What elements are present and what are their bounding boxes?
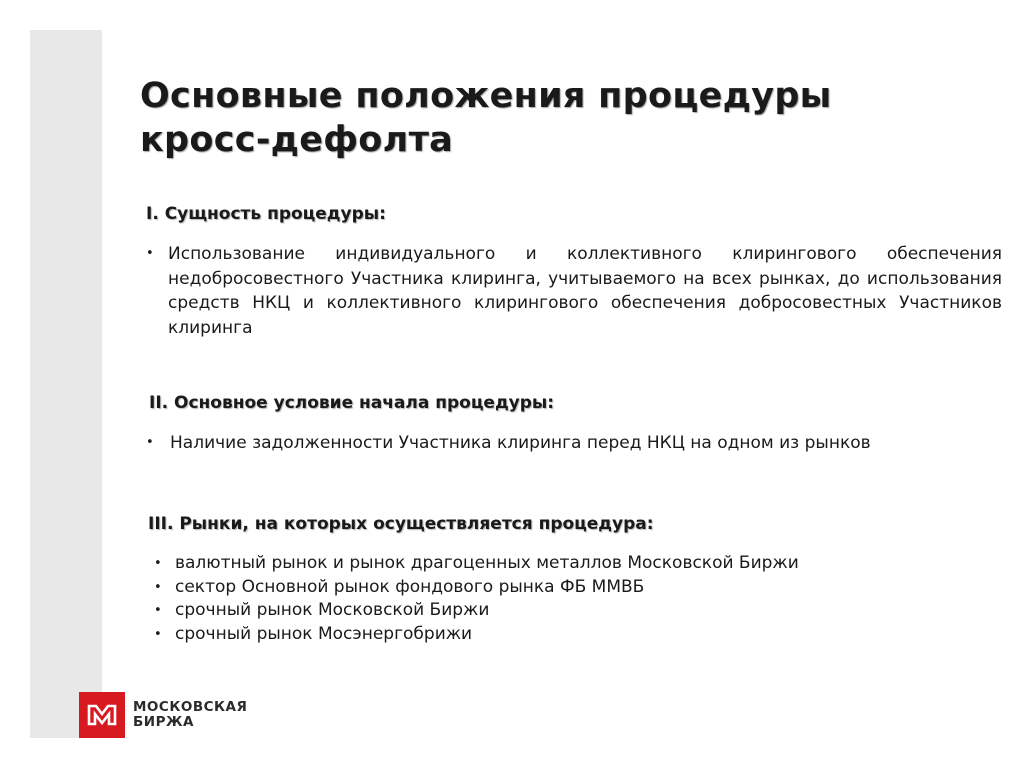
bullet-marker: • (154, 626, 162, 642)
list-item-text: сектор Основной рынок фондового рынка ФБ ММВБ (175, 576, 645, 597)
list-item (146, 431, 1005, 456)
bullet-marker: • (146, 246, 154, 261)
bullet-marker: • (154, 579, 162, 595)
bullet-marker: • (154, 603, 162, 618)
section-heading: III. Рынки, на которых осуществляется процедура: (148, 514, 654, 534)
logo-line-1: МОСКОВСКАЯ (133, 698, 248, 715)
section-essence (146, 203, 1002, 340)
section-heading: I. Сущность процедуры: (146, 204, 386, 224)
section-heading: II. Основное условие начала процедуры: (149, 393, 555, 413)
list-item-text: Наличие задолженности Участника клиринга перед НКЦ на одном из рынков (170, 433, 871, 453)
list-item (146, 242, 1002, 340)
bullet-list (146, 242, 1002, 340)
bullet-list (154, 552, 1004, 646)
section-start-condition (146, 392, 1005, 456)
moex-logo (79, 691, 247, 738)
bullet-marker: • (146, 435, 154, 450)
slide-title: Основные положения процедуры кросс-дефолта (140, 76, 832, 160)
section-markets (148, 513, 1004, 646)
list-item-text: валютный рынок и рынок драгоценных металлов Московской Биржи (175, 553, 799, 573)
bullet-list (146, 431, 1005, 456)
list-item (154, 599, 1004, 623)
list-item-text: срочный рынок Московской Биржи (175, 600, 490, 620)
list-item (154, 552, 1004, 576)
list-item (154, 623, 1004, 647)
logo-line-2: БИРЖА (133, 713, 194, 730)
list-item-text: Использование индивидуального и коллективного клирингового обеспечения недобросовестного Участника клиринга, учитываемого на всех рынках, до использования средств НКЦ и коллективного клирингового обеспечения добросовестных Участников клиринга (168, 244, 1002, 338)
moex-logo-icon (79, 692, 125, 738)
side-strip (30, 30, 102, 738)
list-item-text: срочный рынок Мосэнергобрижи (175, 623, 473, 644)
list-item (154, 576, 1004, 600)
bullet-marker: • (154, 556, 162, 571)
moex-logo-wordmark (133, 700, 247, 730)
